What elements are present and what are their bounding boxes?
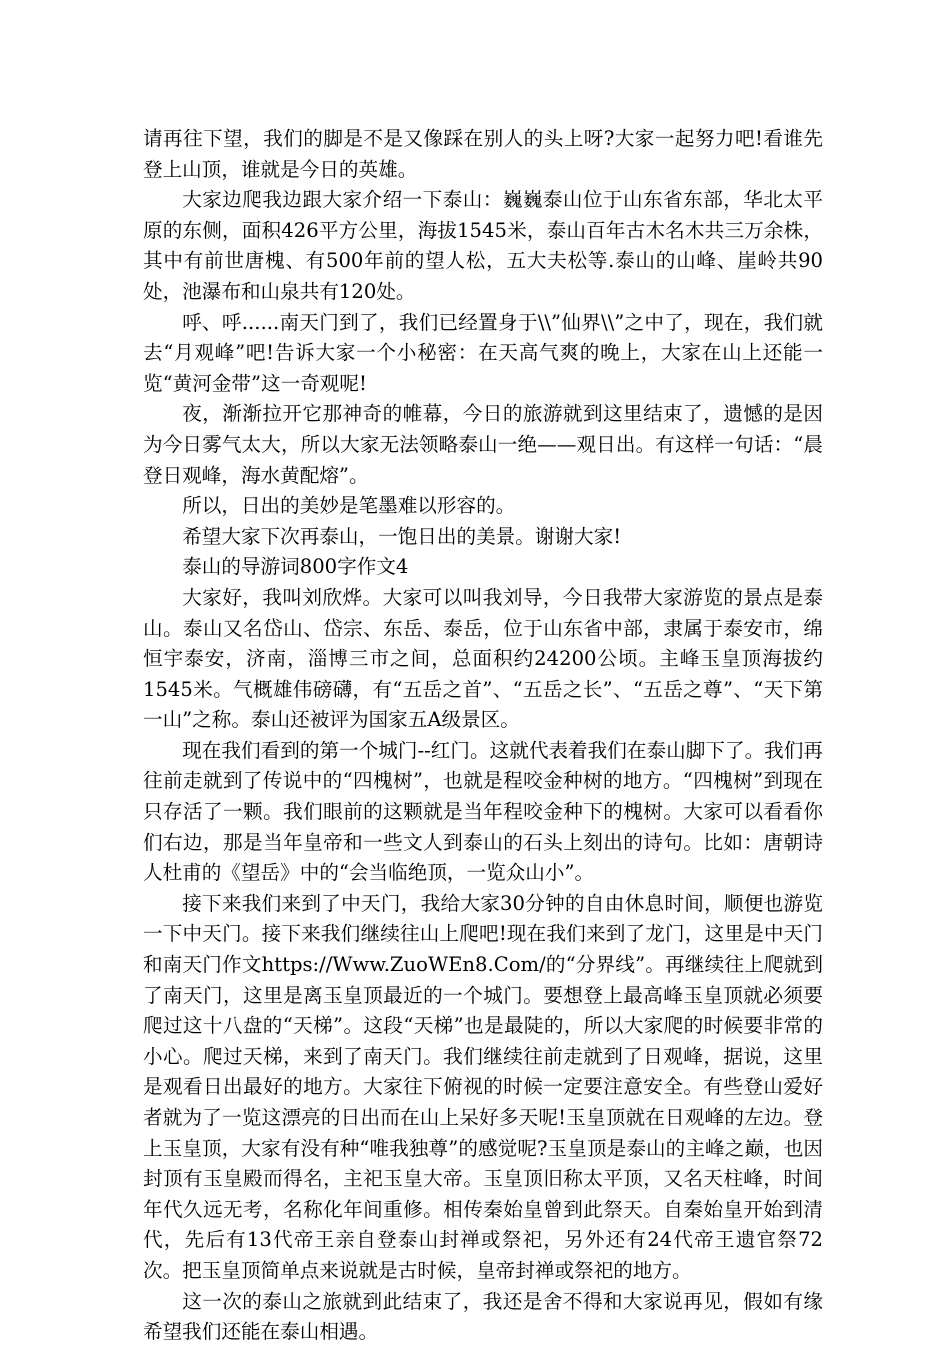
body-text [143,124,823,1348]
paragraph-farewell: 希望大家下次再泰山，一饱日出的美景。谢谢大家! [182,524,622,548]
paragraph-zhongtianmen: 接下来我们来到了中天门，我给大家30分钟的自由休息时间，顺便也游览一下中天门。接下来我们继续往山上爬吧!现在我们来到了龙门，这里是中天门和南天门作文https://Www.ZuoWEn8.Com/的“分界线”。再继续往上爬就到了南天门，这里是离玉皇顶最近的一个城门。要想登上最高峰玉皇顶就必须要爬过这十八盘的“天梯”。这段“天梯”也是最陡的，所以大家爬的时候要非常的小心。爬过天梯，来到了南天门。我们继续往前走就到了日观峰，据说，这里是观看日出最好的地方。大家往下俯视的时候一定要注意安全。有些登山爱好者就为了一览这漂亮的日出而在山上呆好多天呢!玉皇顶就在日观峰的左边。登上玉皇顶，大家有没有种“唯我独尊”的感觉呢?玉皇顶是泰山的主峰之巅，也因封顶有玉皇殿而得名，主祀玉皇大帝。玉皇顶旧称太平顶，又名天柱峰，时间年代久远无考，名称化年间重修。相传秦始皇曾到此祭天。自秦始皇开始到清代，先后有13代帝王亲自登泰山封禅或祭祀，另外还有24代帝王遗官祭72次。把玉皇顶简单点来说就是古时候，皇帝封禅或祭祀的地方。 [143,891,823,1282]
paragraph-taishan-intro: 大家边爬我边跟大家介绍一下泰山：巍巍泰山位于山东省东部，华北太平原的东侧，面积426平方公里，海拔1545米，泰山百年古木名木共三万余株，其中有前世唐槐、有500年前的望人松，五大夫松等.泰山的山峰、崖岭共90处，池瀑布和山泉共有120处。 [143,188,823,303]
paragraph-continuation: 请再往下望，我们的脚是不是又像踩在别人的头上呀?大家一起努力吧!看谁先登上山顶，谁就是今日的英雄。 [143,127,823,181]
paragraph-closing: 这一次的泰山之旅就到此结束了，我还是舍不得和大家说再见，假如有缘希望我们还能在泰山相遇。 [143,1289,823,1344]
paragraph-hongmen: 现在我们看到的第一个城门--红门。这就代表着我们在泰山脚下了。我们再往前走就到了传说中的“四槐树”，也就是程咬金种树的地方。“四槐树”到现在只存活了一颗。我们眼前的这颗就是当年程咬金种下的槐树。大家可以看看你们右边，那是当年皇帝和一些文人到泰山的石头上刻出的诗句。比如：唐朝诗人杜甫的《望岳》中的“会当临绝顶，一览众山小”。 [143,738,823,885]
section-heading: 泰山的导游词800字作文4 [182,555,409,579]
paragraph-sunrise: 所以，日出的美妙是笔墨难以形容的。 [182,494,516,518]
paragraph-guide-intro: 大家好，我叫刘欣烨。大家可以叫我刘导，今日我带大家游览的景点是泰山。泰山又名岱山、岱宗、东岳、泰岳，位于山东省中部，隶属于泰安市，绵恒宇泰安，济南，淄博三市之间，总面积约24200公顷。主峰玉皇顶海拔约1545米。气概雄伟磅礴，有“五岳之首”、“五岳之长”、“五岳之尊”、“天下第一山”之称。泰山还被评为国家五A级景区。 [143,585,823,732]
paragraph-night: 夜，渐渐拉开它那神奇的帷幕，今日的旅游就到这里结束了，遗憾的是因为今日雾气太大，所以大家无法领略泰山一绝——观日出。有这样一句话：“晨登日观峰，海水黄配熔”。 [143,402,823,487]
paragraph-nantianmen: 呼、呼......南天门到了，我们已经置身于\\”仙界\\”之中了，现在，我们就去“月观峰”吧!告诉大家一个小秘密：在天高气爽的晚上，大家在山上还能一览“黄河金带”这一奇观呢! [143,310,823,395]
